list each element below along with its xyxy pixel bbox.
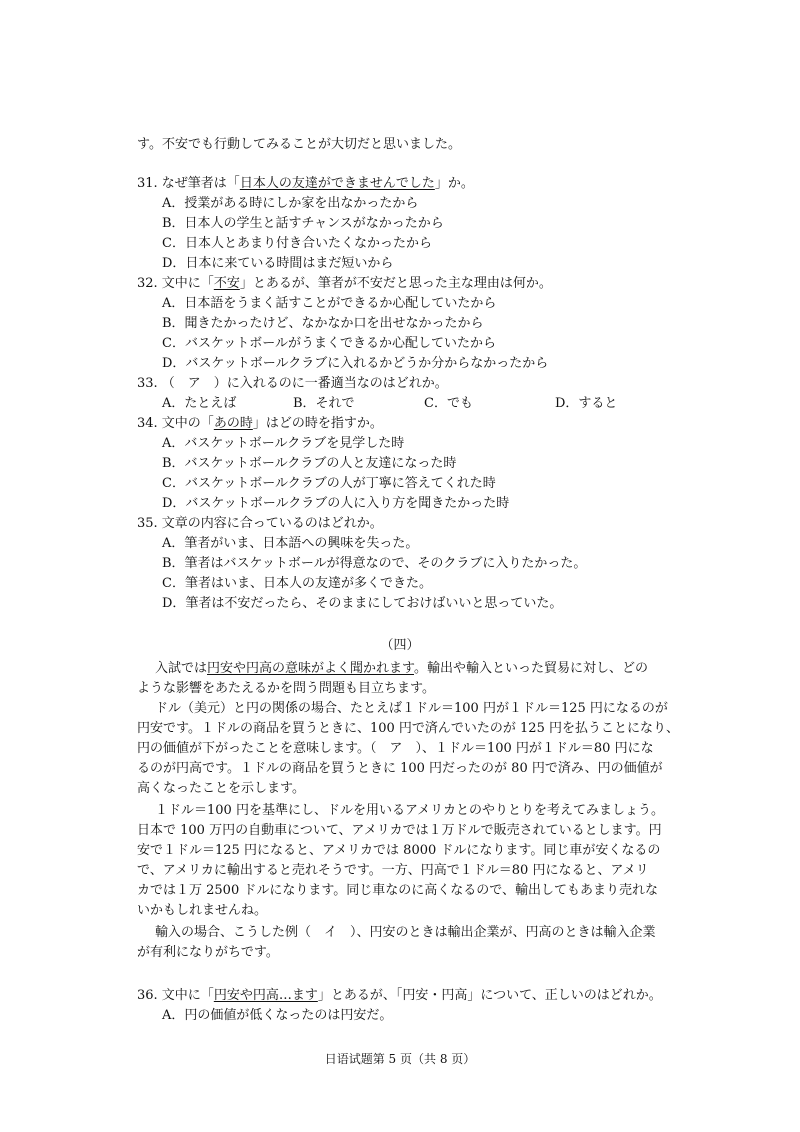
passage-p1-post: 。輸出や輸入といった貿易に対し、どの bbox=[413, 661, 648, 676]
question-36-option-a: A．円の価値が低くなったのは円安だ。 bbox=[162, 1008, 393, 1023]
passage-p3-line: カでは１万 2500 ドルになります。同じ車なのに高くなるので、輸出してもあまり売れな bbox=[137, 883, 659, 898]
question-33-options bbox=[162, 394, 686, 414]
question-32-option-a: A．日本語をうまく話すことができるか心配していたから bbox=[162, 296, 497, 311]
question-35-option-b: B．筆者はバスケットボールが得意なので、そのクラブに入りたかった。 bbox=[162, 556, 587, 571]
question-34-quote: あの時 bbox=[213, 416, 253, 431]
question-31-stem-pre: 31. なぜ筆者は「 bbox=[137, 176, 240, 191]
question-34-stem-post: 」はどの時を指すか。 bbox=[252, 416, 383, 431]
question-36-stem-pre: 36. 文中に「 bbox=[137, 988, 214, 1003]
question-32-quote: 不安 bbox=[213, 276, 240, 291]
passage-p3-line: １ドル＝100 円を基準にし、ドルを用いるアメリカとのやりとりを考えてみましょう。 bbox=[155, 803, 665, 818]
question-32-option-b: B．聞きたかったけど、なかなか口を出せなかったから bbox=[162, 316, 484, 331]
passage-p4-line: が有利になりがちです。 bbox=[137, 945, 279, 960]
passage-p1-line2: ような影響をあたえるかを問う問題も目立ちます。 bbox=[137, 681, 435, 696]
question-36-stem bbox=[137, 986, 662, 1006]
passage-p4-line: 輸入の場合、こうした例（ イ ）、円安のときは輸出企業が、円高のときは輸入企業 bbox=[155, 925, 656, 940]
passage-p2-line: るのが円高です。１ドルの商品を買うときに 100 円だったのが 80 円で済み、円の価値が bbox=[137, 761, 663, 776]
question-34-option-c: C．バスケットボールクラブの人が丁寧に答えてくれた時 bbox=[162, 476, 496, 491]
question-32-stem bbox=[137, 274, 552, 294]
question-33-option-d: D．すると bbox=[555, 396, 618, 411]
question-34-stem-pre: 34. 文中の「 bbox=[137, 416, 214, 431]
question-35-option-d: D．筆者は不安だったら、そのままにしておけばいいと思っていた。 bbox=[162, 596, 563, 611]
passage-p1-pre: 入試では bbox=[155, 661, 208, 676]
question-31-option-c: C．日本人とあまり付き合いたくなかったから bbox=[162, 236, 432, 251]
question-34-option-b: B．バスケットボールクラブの人と友達になった時 bbox=[162, 456, 457, 471]
question-32-stem-pre: 32. 文中に「 bbox=[137, 276, 214, 291]
question-33-stem: 33. （ ア ）に入れるのに一番適当なのはどれか。 bbox=[137, 376, 448, 391]
passage-p2-line: 円の価値が下がったことを意味します。（ ア ）、１ドル＝100 円が１ドル＝80 円にな bbox=[137, 741, 654, 756]
question-31-option-b: B．日本人の学生と話すチャンスがなかったから bbox=[162, 216, 444, 231]
passage-p2-line: 高くなったことを示します。 bbox=[137, 781, 305, 796]
passage-p3-line: 安で１ドル＝125 円になると、アメリカでは 8000 ドルになります。同じ車が安くなるの bbox=[137, 843, 661, 858]
question-34-option-d: D．バスケットボールクラブの人に入り方を聞きたかった時 bbox=[162, 496, 510, 511]
section-title: （四） bbox=[380, 638, 420, 653]
question-32-option-c: C．バスケットボールがうまくできるか心配していたから bbox=[162, 336, 497, 351]
question-36-stem-post: 」とあるが、「円安・円高」について、正しいのはどれか。 bbox=[317, 988, 662, 1003]
passage-p3-line: いかもしれませんね。 bbox=[137, 903, 268, 918]
question-35-option-c: C．筆者はいま、日本人の友達が多くできた。 bbox=[162, 576, 432, 591]
question-33-option-b: B．それで bbox=[293, 396, 355, 411]
question-33-option-c: C．でも bbox=[424, 396, 473, 411]
passage-p3-line: で、アメリカに輸出すると売れそうです。一方、円高で１ドル＝80 円になると、アメリ bbox=[137, 863, 649, 878]
passage-p1-underlined: 円安や円高の意味がよく聞かれます bbox=[207, 661, 414, 676]
question-31-option-a: A．授業がある時にしか家を出なかったから bbox=[162, 196, 419, 211]
question-31-stem bbox=[137, 174, 474, 194]
question-34-stem bbox=[137, 414, 383, 434]
passage-p1-line1 bbox=[155, 659, 648, 679]
passage-p2-line: 円安です。１ドルの商品を買うときに、100 円で済んでいたのが 125 円を払うことになり、 bbox=[137, 721, 679, 736]
question-36-quote: 円安や円高…ます bbox=[213, 988, 318, 1003]
page-footer: 日语试题第 5 页（共 8 页） bbox=[324, 1052, 476, 1066]
question-31-quote: 日本人の友達ができませんでした bbox=[239, 176, 435, 191]
intro-tail: す。不安でも行動してみることが大切だと思いました。 bbox=[137, 137, 461, 152]
question-35-stem: 35. 文章の内容に合っているのはどれか。 bbox=[137, 516, 383, 531]
question-34-option-a: A．バスケットボールクラブを見学した時 bbox=[162, 436, 405, 451]
question-32-stem-post: 」とあるが、筆者が不安だと思った主な理由は何か。 bbox=[239, 276, 552, 291]
question-32-option-d: D．バスケットボールクラブに入れるかどうか分からなかったから bbox=[162, 356, 549, 371]
passage-p2-line: ドル（美元）と円の関係の場合、たとえば１ドル＝100 円が１ドル＝125 円になるのが bbox=[155, 701, 668, 716]
question-35-option-a: A．筆者がいま、日本語への興味を失った。 bbox=[162, 536, 419, 551]
question-31-stem-post: 」か。 bbox=[434, 176, 474, 191]
question-33-option-a: A．たとえば bbox=[162, 396, 237, 411]
passage-p3-line: 日本で 100 万円の自動車について、アメリカでは１万ドルで販売されているとします。円 bbox=[137, 823, 662, 838]
question-31-option-d: D．日本に来ている時間はまだ短いから bbox=[162, 256, 394, 271]
